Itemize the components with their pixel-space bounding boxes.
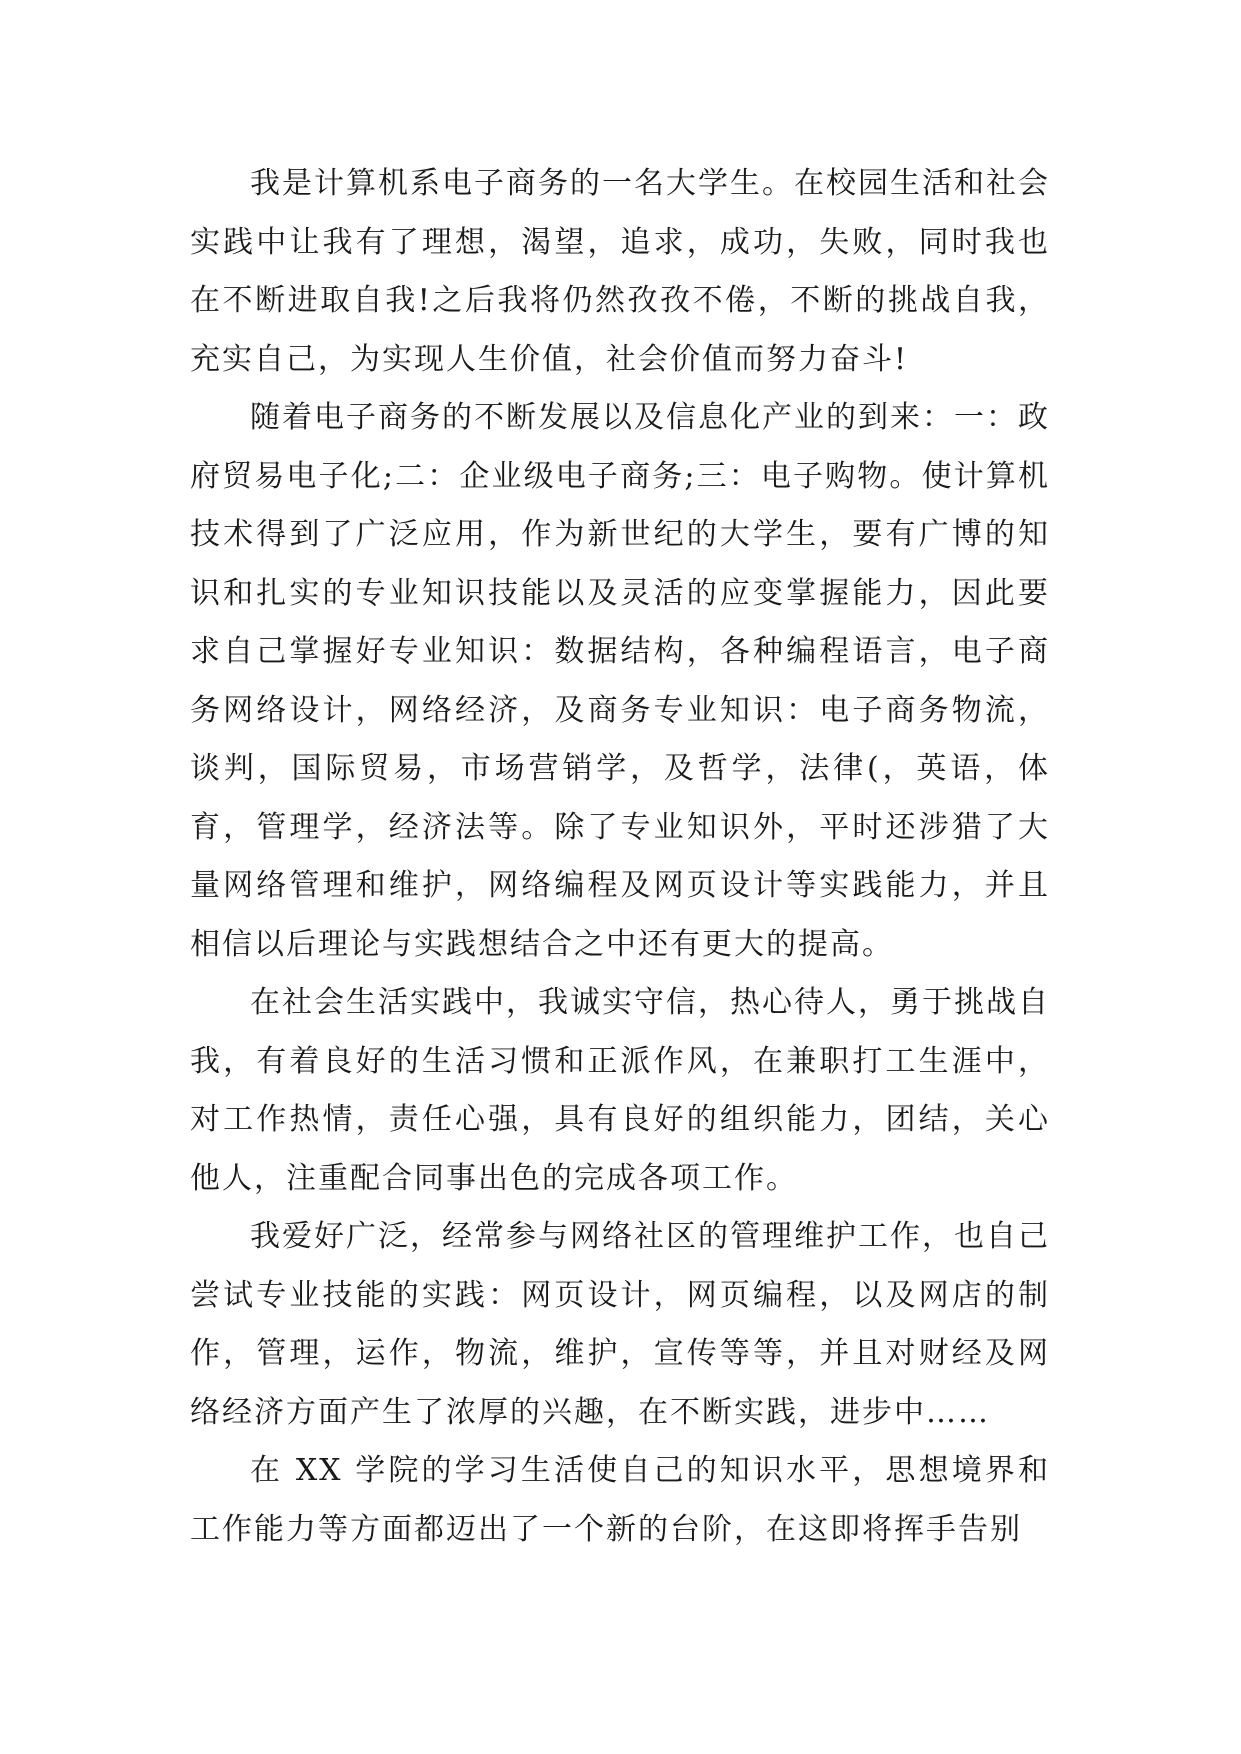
- paragraph-4: 我爱好广泛，经常参与网络社区的管理维护工作，也自己尝试专业技能的实践：网页设计，网页编程，以及网店的制作，管理，运作，物流，维护，宣传等等，并且对财经及网络经济方面产生了浓厚的兴趣，在不断实践，进步中……: [190, 1219, 1050, 1430]
- paragraph-3: 在社会生活实践中，我诚实守信，热心待人，勇于挑战自我，有着良好的生活习惯和正派作风，在兼职打工生涯中，对工作热情，责任心强，具有良好的组织能力，团结，关心他人，注重配合同事出色的完成各项工作。: [190, 985, 1050, 1196]
- paragraph-1: 我是计算机系电子商务的一名大学生。在校园生活和社会实践中让我有了理想，渴望，追求，成功，失败，同时我也在不断进取自我!之后我将仍然孜孜不倦，不断的挑战自我，充实自己，为实现人生价值，社会价值而努力奋斗!: [190, 166, 1050, 377]
- paragraph-5: 在 XX 学院的学习生活使自己的知识水平，思想境界和工作能力等方面都迈出了一个新的台阶，在这即将挥手告别: [190, 1453, 1050, 1547]
- paragraph-2: 随着电子商务的不断发展以及信息化产业的到来：一：政府贸易电子化;二：企业级电子商务;三：电子购物。使计算机技术得到了广泛应用，作为新世纪的大学生，要有广博的知识和扎实的专业知识技能以及灵活的应变掌握能力，因此要求自己掌握好专业知识：数据结构，各种编程语言，电子商务网络设计，网络经济，及商务专业知识：电子商务物流，谈判，国际贸易，市场营销学，及哲学，法律(，英语，体育，管理学，经济法等。除了专业知识外，平时还涉猎了大量网络管理和维护，网络编程及网页设计等实践能力，并且相信以后理论与实践想结合之中还有更大的提高。: [190, 400, 1050, 962]
- document-body: [190, 155, 1050, 1559]
